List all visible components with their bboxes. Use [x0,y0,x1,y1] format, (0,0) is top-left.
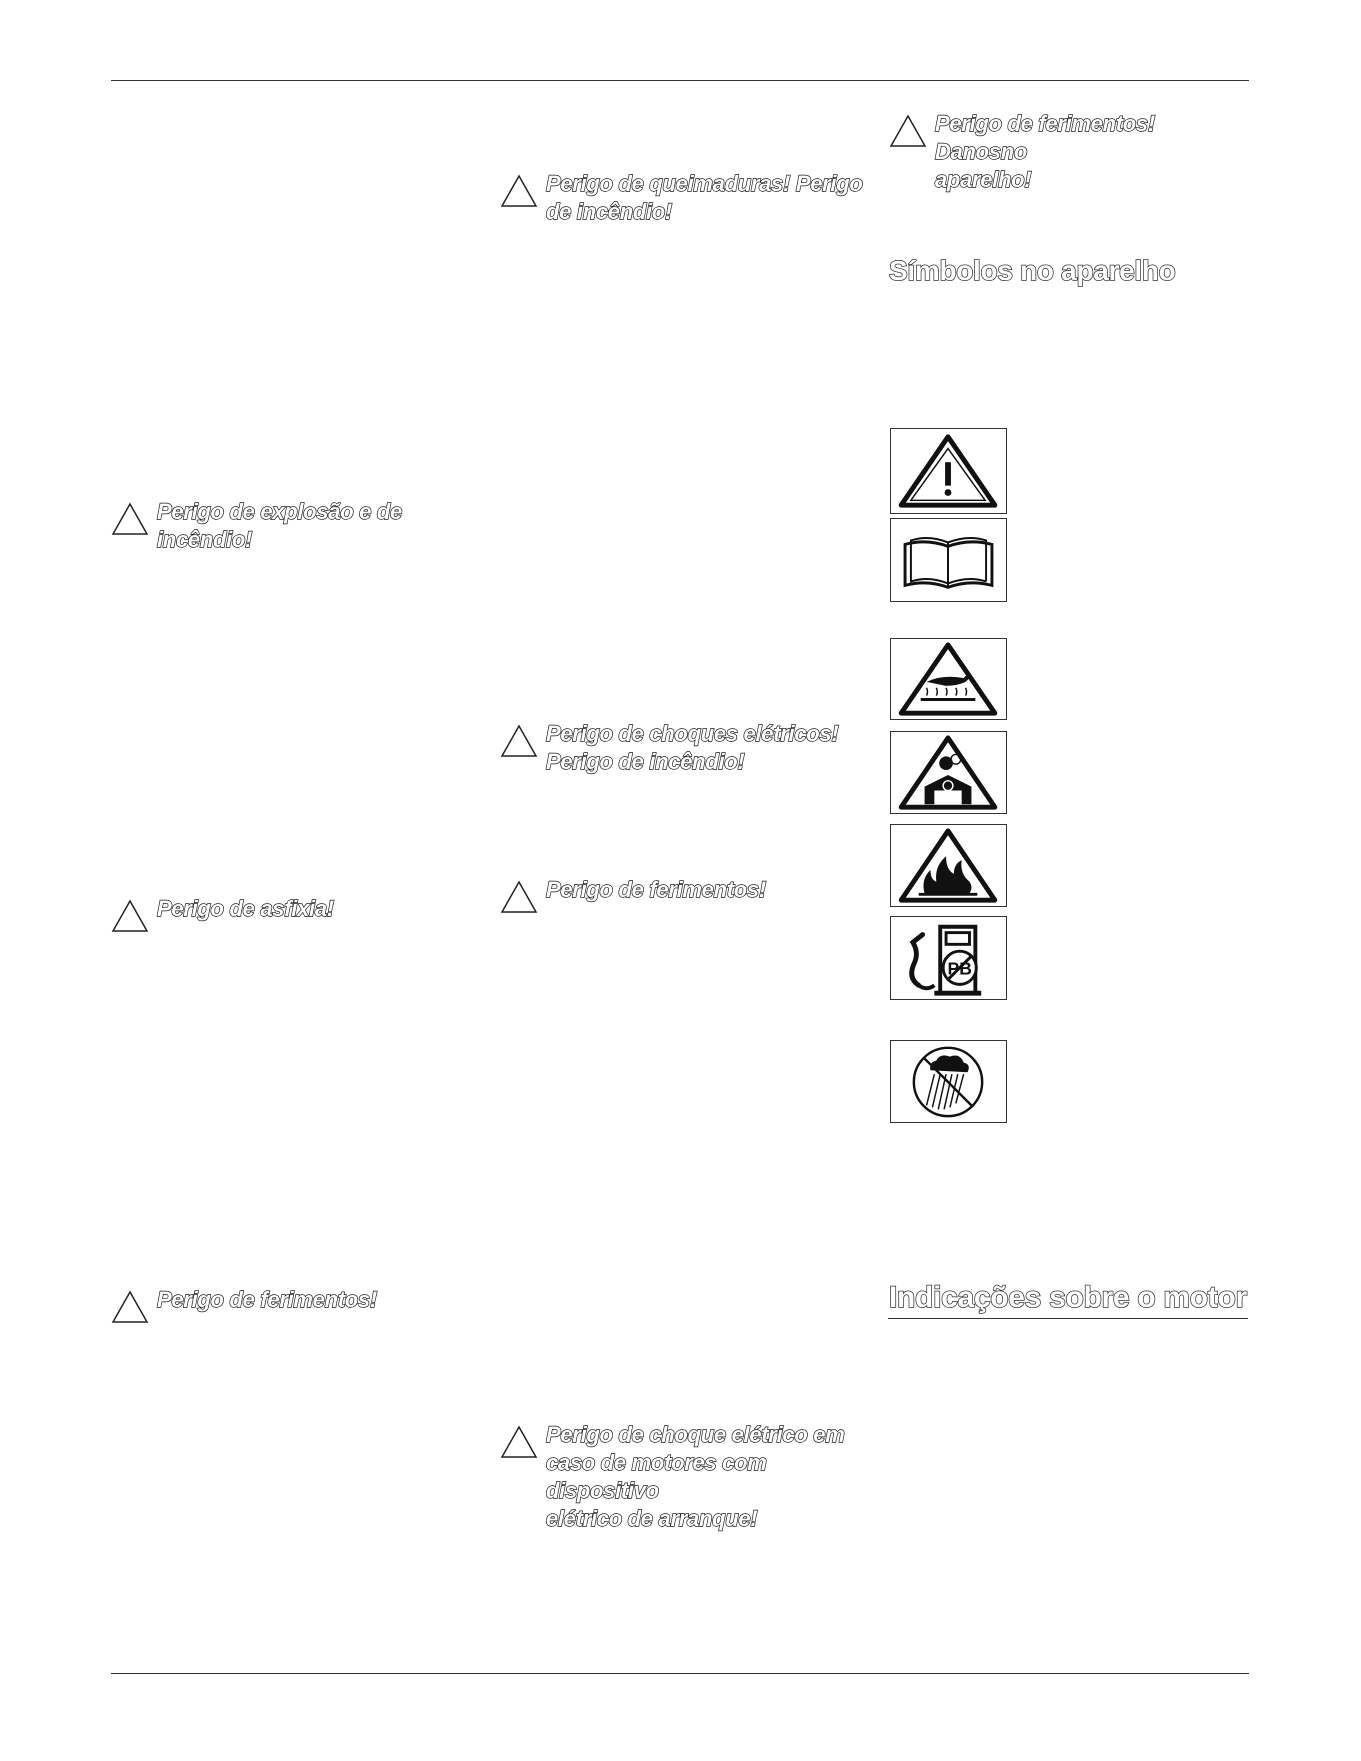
warning-triangle-icon [500,174,538,208]
warning-text: Perigo de ferimentos! [546,877,766,902]
warning-text: Perigo de asfixia! [157,896,334,921]
warning-injury-2 [500,876,870,912]
warning-text: Perigo de choques elétricos! Perigo de incêndio! [546,721,839,774]
warning-electric-shock [500,720,870,780]
warning-triangle-icon [111,502,149,536]
warning-electric-motor [500,1421,880,1531]
warning-triangle-icon [500,1425,538,1459]
hot-surface-icon [890,638,1007,720]
warning-text: Perigo de queimaduras! Perigo de incêndio! [546,171,863,224]
bottom-rule [111,1673,1249,1674]
warning-injury [111,1286,441,1322]
warning-triangle-icon [889,114,927,148]
toxic-fumes-icon [890,731,1007,814]
heading-underline [888,1318,1248,1319]
warning-triangle-icon [500,724,538,758]
warning-burns [500,170,870,230]
no-rain-icon [890,1040,1007,1123]
unleaded-fuel-label: PB [947,958,972,979]
read-manual-icon [890,518,1007,602]
warning-triangle-icon [500,880,538,914]
fire-hazard-icon [890,824,1007,907]
general-warning-icon [890,428,1007,514]
warning-explosion [111,498,441,558]
warning-asphyxia [111,895,441,931]
section-heading-symbols: Símbolos no aparelho [889,255,1176,286]
warning-triangle-icon [111,899,149,933]
warning-text: Perigo de choque elétrico em caso de motores com dispositivo elétrico de arranque! [546,1422,845,1531]
warning-triangle-icon [111,1290,149,1324]
section-heading-motor: Indicações sobre o motor [889,1281,1247,1314]
warning-injury-damage [889,110,1249,192]
warning-text: Perigo de ferimentos! [157,1287,377,1312]
unleaded-fuel-icon [890,916,1007,1000]
top-rule [111,80,1249,81]
warning-text: Perigo de ferimentos! Danosno aparelho! [935,111,1155,192]
warning-text: Perigo de explosão e de incêndio! [157,499,402,552]
